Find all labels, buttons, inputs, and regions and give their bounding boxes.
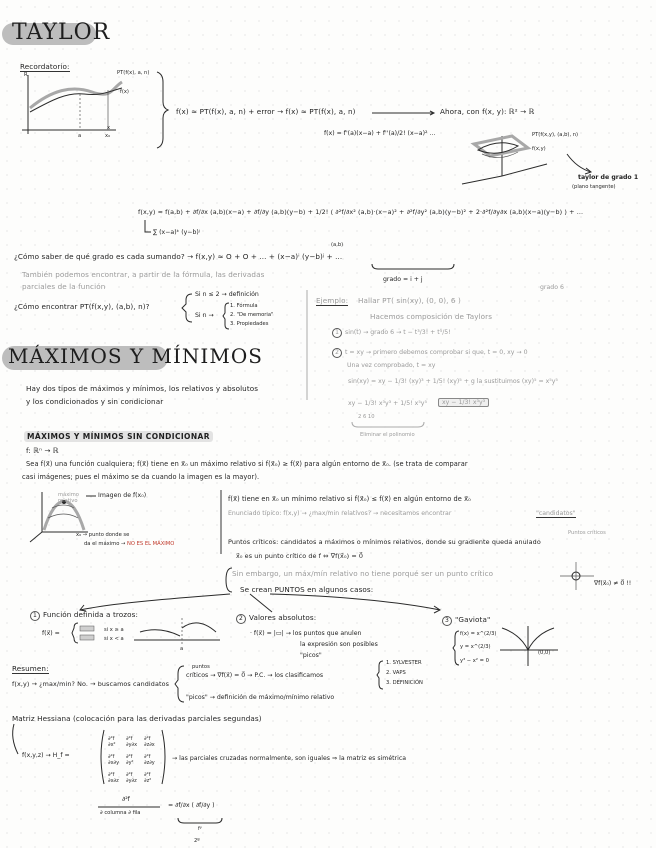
grado-bracket	[370, 262, 460, 272]
arrow-line1	[372, 111, 438, 115]
taylor-line2: f(x) = f'(a)(x−a) + f''(a)/2! (x−a)² ...	[324, 130, 436, 137]
ejemplo-eliminar: Eliminar el polinomio	[360, 432, 415, 438]
criticos-line1: Puntos críticos: candidatos a máximos o mínimos relativos, donde su gradiente queda anulado	[228, 538, 541, 546]
caso1-brace	[72, 622, 112, 646]
svg-text:∂z²: ∂z²	[144, 778, 152, 784]
svg-text:∂x∂z: ∂x∂z	[108, 778, 119, 784]
question-grado: ¿Cómo saber de qué grado es cada sumando? → f(x,y) ≈ O + O + ... + (x−a)ⁱ (y−b)ʲ + ...	[14, 252, 343, 261]
caso3-l1: f(x) = x^(2/3)	[460, 631, 497, 637]
sea-line1: Sea f(x⃗) una función cualquiera; f(x⃗) tiene en x⃗₀ un máximo relativo si f(x⃗₀) ≥ f(x⃗) para algún entorno de x⃗₀. (se trata de comparar	[26, 460, 468, 468]
hessiana-eq: = ∂f/∂x ( ∂f/∂y )	[168, 802, 215, 809]
resumen-line: f(x,y) → ¿max/min? No. → buscamos candidatos	[12, 680, 170, 688]
taylor-1d-graph	[22, 70, 172, 150]
ejemplo-step1: 1 sin(t) → grado 6 → t − t³/3! + t⁵/5!	[332, 328, 451, 338]
arrow-surface-note	[565, 152, 595, 176]
svg-text:∂²f: ∂²f	[126, 772, 133, 778]
ejemplo-line3: sin(xy) = xy − 1/3! (xy)³ + 1/5! (xy)⁵ + g la sustituimos (xy)⁵ = x⁵y⁵	[348, 378, 558, 385]
resumen-picos: "picos" → definición de máximo/mínimo relativo	[186, 694, 335, 701]
imagen-arrow	[86, 494, 98, 498]
grado-note: grado = i + j	[383, 276, 423, 283]
min-def: f(x⃗) tiene en x⃗₀ un mínimo relativo si f(x⃗₀) ≤ f(x⃗) en algún entorno de x⃗₀	[228, 495, 471, 503]
criticos-line2: x⃗₀ es un punto crítico de f ⇔ ∇f(x⃗₀) = 0⃗	[236, 552, 364, 560]
caso2-body2: la expresión son posibles	[300, 641, 378, 648]
caso1-title: 1 Función definida a trozos:	[30, 610, 138, 621]
caso3-point: (0,0)	[538, 650, 551, 656]
resumen-puntos: puntos	[192, 664, 210, 670]
hessiana-frac-bot: ∂ columna ∂ fila	[100, 810, 141, 816]
resumen-method-2: 2. VAPS	[386, 670, 406, 676]
graph-x0-note1: x₀ → punto donde se	[76, 532, 130, 538]
ejemplo-bracket	[350, 420, 430, 430]
hessiana-frac-line	[98, 806, 162, 808]
ejemplo-degrees: 2 6 10	[358, 414, 375, 420]
question-encontrar: ¿Cómo encontrar PT(f(x,y), (a,b), n)?	[14, 302, 150, 311]
surface-label-f: f(x,y)	[532, 146, 546, 152]
maximos-intro2: y los condicionados y sin condicionar	[26, 397, 164, 406]
caso1-fx: f(x⃗) =	[42, 630, 60, 637]
puntos-criticos-label: Puntos críticos	[568, 530, 606, 536]
svg-text:∂y∂z: ∂y∂z	[126, 778, 137, 784]
recordatorio-label: Recordatorio:	[20, 62, 70, 71]
svg-text:∂²f: ∂²f	[108, 772, 115, 778]
hessiana-title: Matriz Hessiana (colocación para las derivadas parciales segundas)	[12, 714, 262, 723]
enunciado: Enunciado típico: f(x,y) → ¿max/min relativos? → necesitamos encontrar	[228, 510, 452, 517]
ejemplo-step2b: Una vez comprobado, t = xy	[347, 362, 436, 369]
graph-axis-a: a	[78, 133, 82, 139]
taylor-title: TAYLOR	[12, 20, 111, 45]
taylor-expansion: f(x,y) ≈ f(a,b) + ∂f/∂x (a,b)(x−a) + ∂f/∂y (a,b)(y−b) + 1/2! ( ∂²f/∂x² (a,b)·(x−a)² + ∂²f/∂y² (a,b)(y−b)² + 2·∂²f/∂y∂x (a,b)(x−a)(y−b) ) + ...	[138, 208, 584, 216]
graph-x0-red: NO ES EL MÁXIMO	[127, 541, 175, 547]
svg-text:∂²f: ∂²f	[144, 772, 151, 778]
sea-line2: casi imágenes; pues el máximo se da cuando la imagen es la mayor).	[22, 473, 260, 481]
tambien-line1: También podemos encontrar, a partir de la fórmula, las derivadas	[22, 270, 265, 279]
ejemplo-text: Hallar PT( sin(xy), (0, 0), 6 )	[358, 296, 461, 305]
svg-text:∂x∂y: ∂x∂y	[108, 760, 120, 766]
ejemplo-label: Ejemplo:	[316, 296, 349, 305]
taylor-line1: f(x) ≈ PT(f(x), a, n) + error → f(x) ≈ PT(f(x), a, n)	[176, 107, 356, 116]
caso1-cond2: si x < a	[104, 636, 124, 642]
resumen-label: Resumen:	[12, 664, 49, 673]
sum-hook	[143, 220, 153, 238]
svg-text:∂²f: ∂²f	[108, 754, 115, 760]
hessiana-hook	[8, 724, 22, 758]
ejemplo-divider	[306, 290, 310, 400]
svg-text:∂²f: ∂²f	[126, 754, 133, 760]
case-n-gt-2: Si n →	[195, 312, 214, 319]
taylor-line1-right: Ahora, con f(x, y): ℝ² → ℝ	[440, 107, 535, 116]
methods-brace-2	[376, 660, 384, 690]
svg-text:∂y²: ∂y²	[126, 760, 134, 766]
caso2-body1: · f(x⃗) = |▭| → los puntos que anulen	[250, 630, 362, 637]
min-divider	[220, 490, 224, 554]
resumen-method-1: 1. SYLVESTER	[386, 660, 422, 666]
ejemplo-sub: Hacemos composición de Taylors	[370, 312, 493, 321]
case-item-1: 1. Fórmula	[230, 303, 258, 309]
surface-note1: taylor de grado 1	[578, 174, 639, 181]
svg-text:∂z∂y: ∂z∂y	[144, 760, 155, 766]
methods-brace	[222, 302, 230, 330]
graph-label-pt: PT(f(x), a, n)	[117, 70, 150, 76]
cusp-sketch	[560, 562, 594, 592]
graph-x0-note2: da el máximo → NO ES EL MÁXIMO	[84, 541, 175, 547]
hessiana-f: f(x,y,z) → H_f =	[22, 752, 70, 759]
hessian-matrix	[98, 728, 168, 786]
svg-text:∂²f: ∂²f	[144, 736, 151, 742]
caso1-cond1: si x ≥ a	[104, 627, 124, 633]
ejemplo-grado: grado 6	[540, 284, 564, 291]
gaviota-graph	[500, 622, 560, 668]
svg-text:∂²f: ∂²f	[108, 736, 115, 742]
graph-axis-r: R	[24, 72, 28, 78]
ejemplo-step2: 2 t = xy → primero debemos comprobar si que, t = 0, xy → 0	[332, 348, 528, 358]
ejemplo-line4: xy − 1/3! x³y³ + 1/5! x⁵y⁵	[348, 400, 427, 407]
caso1-graph	[134, 614, 224, 654]
caso3-title: 3 "Gaviota"	[442, 615, 490, 626]
svg-text:∂²f: ∂²f	[144, 754, 151, 760]
caso3-l2: y = x^(2/3)	[460, 644, 491, 650]
graph-axis-x0: x₀	[105, 133, 111, 139]
caso1-a: a	[180, 646, 184, 652]
hessiana-prime: fʸ	[198, 826, 202, 832]
hessiana-sub: 2º	[194, 838, 200, 844]
svg-text:∂²f: ∂²f	[126, 736, 133, 742]
maximos-title: MÁXIMOS Y MÍNIMOS	[8, 344, 263, 368]
nabla-note: ∇f(x⃗₀) ≠ 0⃗ !!	[594, 580, 632, 587]
maximos-intro1: Hay dos tipos de máximos y mínimos, los relativos y absolutos	[26, 384, 259, 393]
cases-brace	[180, 292, 194, 324]
graph-imagen: Imagen de f(x₀)	[98, 492, 147, 499]
svg-text:∂x²: ∂x²	[108, 742, 116, 748]
sin-condicionar-subhead: MÁXIMOS Y MÍNIMOS SIN CONDICIONAR	[24, 431, 213, 442]
casos-line: Se crean PUNTOS en algunos casos:	[240, 585, 374, 594]
func-domain: f: ℝⁿ → ℝ	[26, 446, 59, 455]
caso2-body3: "picos"	[300, 652, 322, 659]
taylor-sum-line: ∑ (x−a)ᵏ (y−b)ʲ	[153, 229, 200, 236]
resumen-criticos: críticos → ∇f(x⃗) = 0⃗ → P.C. → los clasificamos	[186, 672, 324, 679]
candidatos: "candidatos"	[536, 510, 576, 517]
caso3-brace	[452, 630, 460, 666]
surface-label-pt: PT(f(x,y), (a,b), n)	[532, 132, 579, 138]
sin-embargo: Sin embargo, un máx/mín relativo no tiene porqué ser un punto crítico	[232, 569, 494, 578]
graph-axis-x: x	[107, 125, 111, 131]
resumen-brace	[174, 664, 186, 704]
ejemplo-result-box: xy − 1/3! x³y³	[438, 398, 489, 407]
ab-note: (a,b)	[331, 242, 344, 248]
hessiana-brace	[176, 816, 226, 826]
case-item-3: 3. Propiedades	[230, 321, 269, 327]
hessiana-note: → las parciales cruzadas normalmente, son iguales ⇒ la matriz es simétrica	[172, 755, 407, 762]
tambien-line2: parciales de la función	[22, 282, 106, 291]
graph-label-f: f(x)	[120, 89, 129, 95]
resumen-method-3: 3. DEFINICIÓN	[386, 680, 423, 686]
caso3-l3: y³ − x² = 0	[460, 658, 489, 664]
caso2-title: 2 Valores absolutos:	[236, 613, 316, 624]
svg-text:∂z∂x: ∂z∂x	[144, 742, 155, 748]
case-item-2: 2. "De memoria"	[230, 312, 274, 318]
graph-maximo: máximo relativo	[58, 492, 79, 504]
case-n-le-2: Si n ≤ 2 → definición	[195, 291, 259, 298]
svg-text:∂y∂x: ∂y∂x	[126, 742, 138, 748]
hessiana-frac-top: ∂²f	[122, 796, 130, 803]
surface-note2: (plano tangente)	[572, 184, 616, 190]
